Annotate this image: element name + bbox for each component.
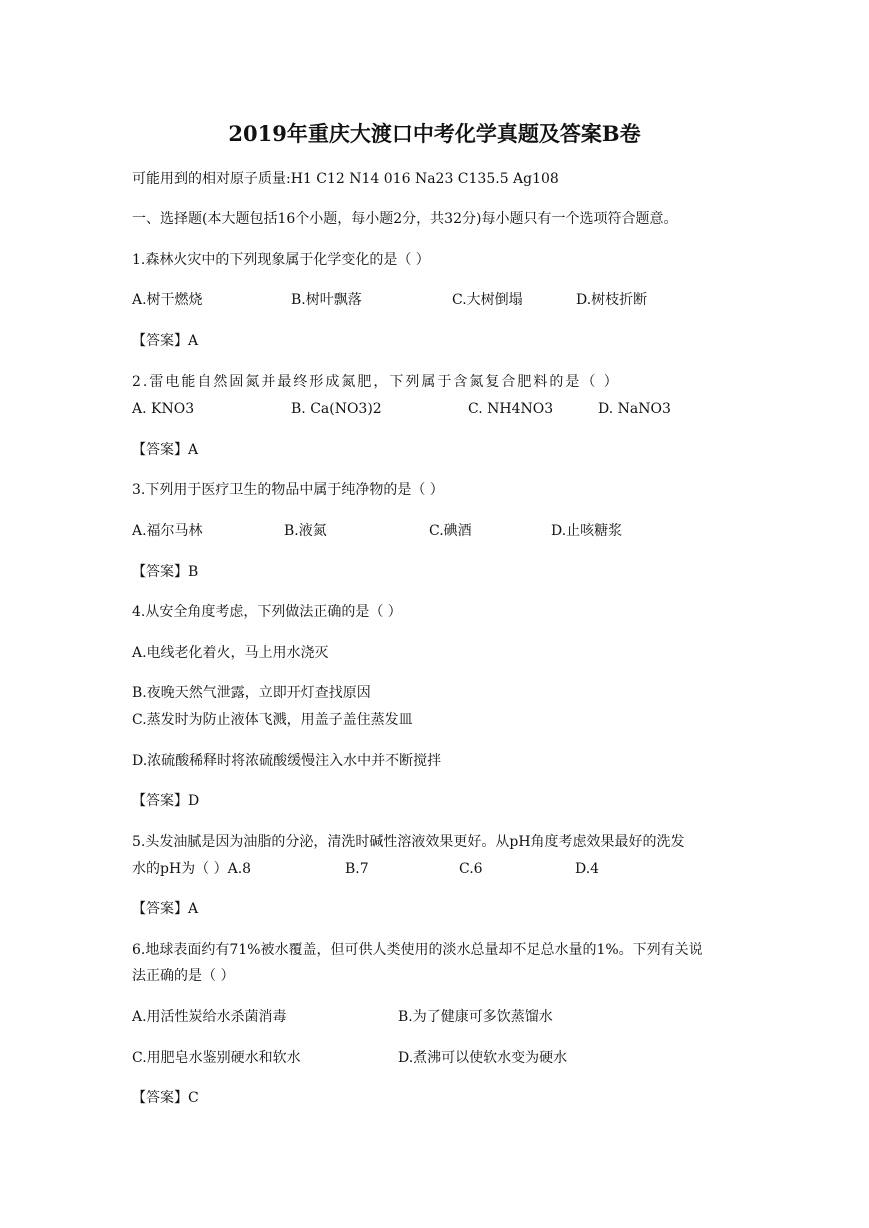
question-1-option-c: C.大树倒塌 [452, 292, 523, 308]
question-4-option-d: D.浓硫酸稀释时将浓硫酸缓慢注入水中并不断搅拌 [132, 753, 442, 769]
question-5-option-b: B.7 [345, 861, 369, 877]
question-3-stem: 3.下列用于医疗卫生的物品中属于纯净物的是（ ） [132, 482, 444, 498]
question-1-answer: 【答案】A [132, 333, 199, 349]
question-6-stem-line1: 6.地球表面约有71%被水覆盖，但可供人类使用的淡水总量却不足总水量的1%。下列有关说 [132, 942, 703, 958]
question-1-stem: 1.森林火灾中的下列现象属于化学变化的是（ ） [132, 252, 430, 268]
question-2-option-d: D. NaNO3 [598, 401, 671, 417]
atomic-mass-line: 可能用到的相对原子质量:H1 C12 N14 016 Na23 C135.5 Ag108 [132, 171, 559, 187]
section-heading: 一、选择题(本大题包括16个小题，每小题2分，共32分)每小题只有一个选项符合题意。 [132, 211, 678, 227]
question-5-stem-line2: 水的pH为（ ）A.8 [132, 861, 252, 877]
question-1-option-b: B.树叶飘落 [291, 292, 362, 308]
question-3-option-b: B.液氮 [284, 523, 327, 539]
question-3-option-d: D.止咳糖浆 [551, 523, 623, 539]
question-2-answer: 【答案】A [132, 442, 199, 458]
question-5-option-c: C.6 [459, 861, 483, 877]
question-4-stem: 4.从安全角度考虑，下列做法正确的是（ ） [132, 604, 402, 620]
question-3-option-a: A.福尔马林 [132, 523, 203, 539]
question-6-option-c: C.用肥皂水鉴别硬水和软水 [132, 1050, 301, 1066]
question-2-stem: 2.雷电能自然固氮并最终形成氮肥，下列属于含氮复合肥料的是（ ） [132, 374, 620, 390]
question-6-answer: 【答案】C [132, 1090, 199, 1106]
question-6-option-a: A.用活性炭给水杀菌消毒 [132, 1009, 287, 1025]
question-1-option-d: D.树枝折断 [576, 292, 648, 308]
question-4-option-c: C.蒸发时为防止液体飞溅，用盖子盖住蒸发皿 [132, 712, 413, 728]
question-5-answer: 【答案】A [132, 901, 199, 917]
question-4-option-a: A.电线老化着火，马上用水浇灭 [132, 645, 329, 661]
question-2-option-c: C. NH4NO3 [468, 401, 554, 417]
question-2-option-b: B. Ca(NO3)2 [291, 401, 382, 417]
question-6-stem-line2: 法正确的是（ ） [132, 968, 235, 984]
question-6-option-d: D.煮沸可以使软水变为硬水 [398, 1050, 568, 1066]
question-2-option-a: A. KNO3 [132, 401, 195, 417]
question-6-option-b: B.为了健康可多饮蒸馏水 [398, 1009, 553, 1025]
question-3-answer: 【答案】B [132, 564, 199, 580]
question-4-answer: 【答案】D [132, 793, 200, 809]
question-3-option-c: C.碘酒 [429, 523, 472, 539]
question-4-option-b: B.夜晚天然气泄露，立即开灯查找原因 [132, 685, 371, 701]
question-1-option-a: A.树干燃烧 [132, 292, 203, 308]
question-5-stem-line1: 5.头发油腻是因为油脂的分泌，清洗时碱性溶液效果更好。从pH角度考虑效果最好的洗发 [132, 834, 685, 850]
page-title: 2019年重庆大渡口中考化学真题及答案B卷 [228, 121, 641, 146]
question-5-option-d: D.4 [575, 861, 600, 877]
